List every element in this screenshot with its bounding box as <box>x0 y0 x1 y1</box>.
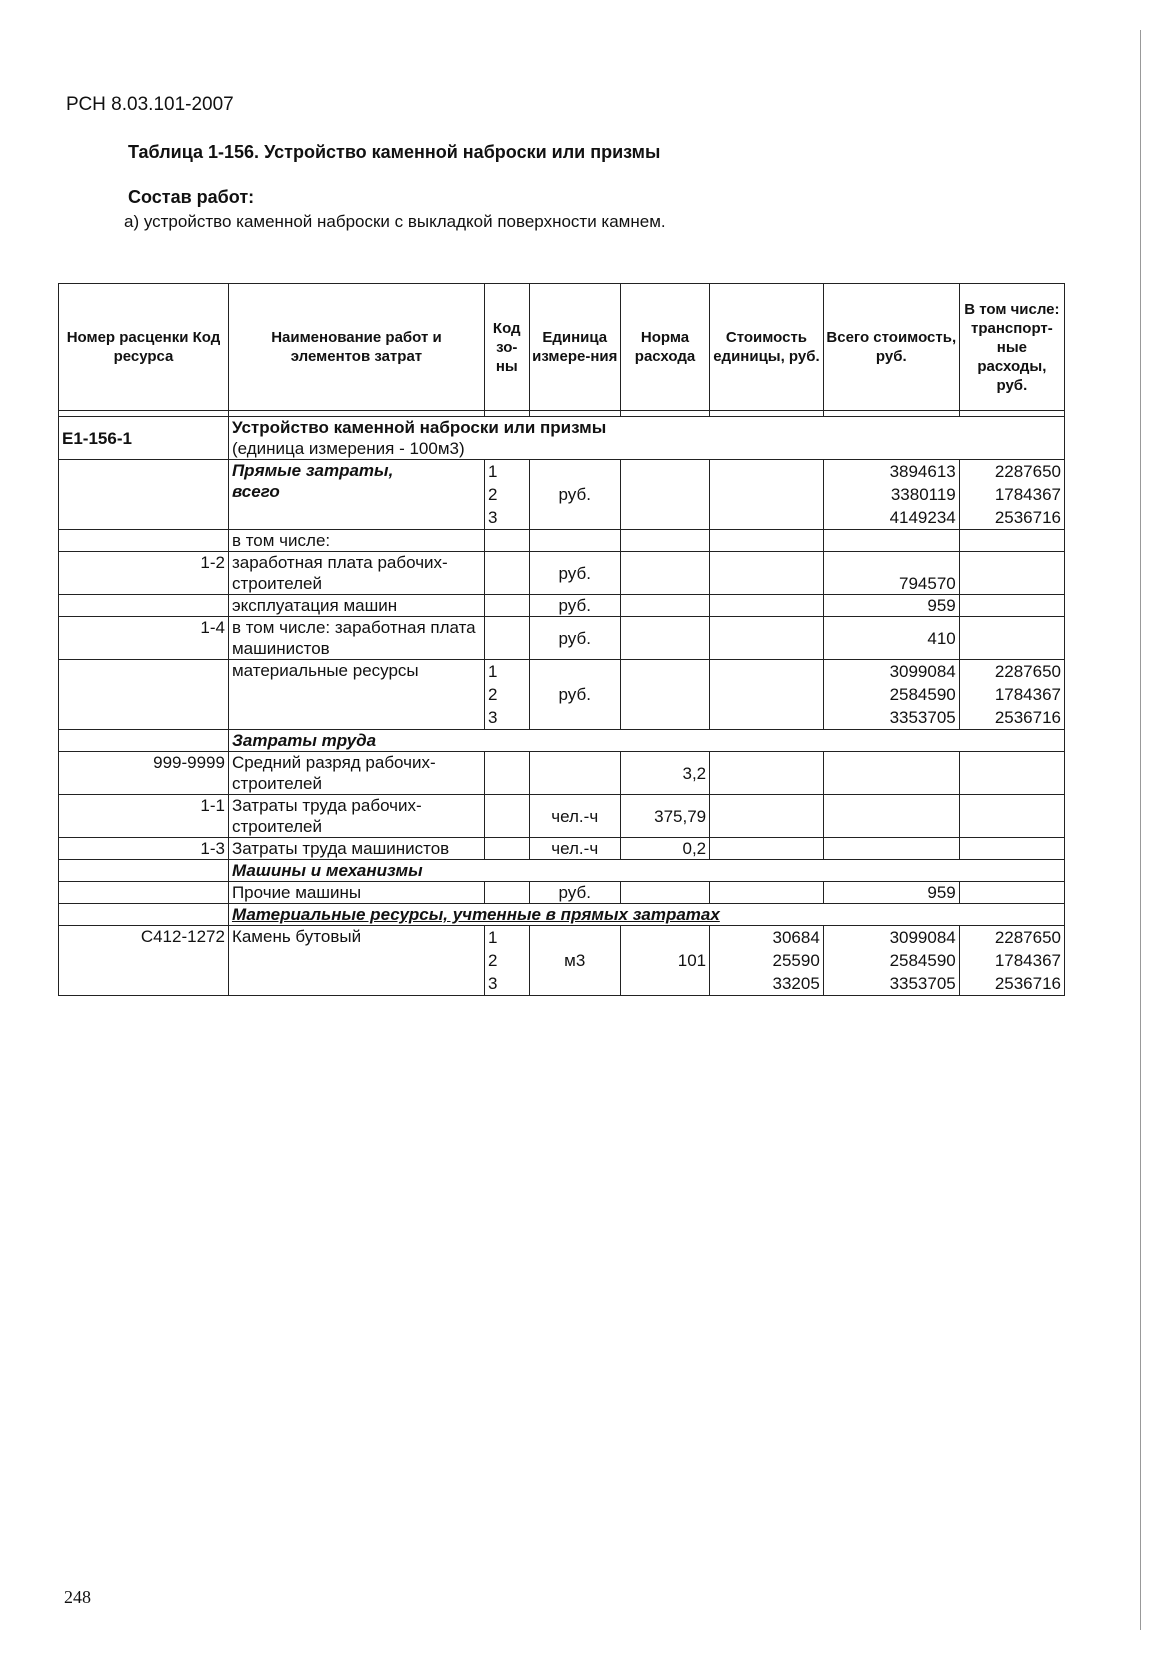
transport-value: 1784367 <box>994 485 1061 504</box>
table-row <box>59 795 1065 838</box>
machinist-wages-name: в том числе: заработная плата машинистов <box>228 617 484 660</box>
total-value: 3894613 <box>889 462 956 481</box>
table-row <box>59 904 1065 926</box>
direct-costs-totals <box>823 460 959 530</box>
work-item: а) устройство каменной наброски с выкладкой поверхности камнем. <box>124 212 666 231</box>
total-value: 3099084 <box>889 928 956 947</box>
col-header-code: Номер расценки Код ресурса <box>59 284 229 411</box>
including-label: в том числе: <box>228 530 484 552</box>
rate-title-cell <box>228 417 1064 460</box>
unit-cost-value: 33205 <box>772 974 820 993</box>
zone-value: 1 <box>487 662 498 681</box>
transport-value: 2536716 <box>994 508 1061 527</box>
avg-grade-name: Средний разряд рабочих-строителей <box>228 752 484 795</box>
machines-op-unit: руб. <box>529 595 620 617</box>
direct-costs-transport <box>959 460 1064 530</box>
wages-code: 1-2 <box>59 552 229 595</box>
machinist-wages-unit: руб. <box>529 617 620 660</box>
rate-name: Устройство каменной наброски или призмы <box>231 418 607 437</box>
table-row <box>59 882 1065 904</box>
labor-workers-unit: чел.-ч <box>529 795 620 838</box>
materials-name: материальные ресурсы <box>228 660 484 730</box>
col-header-transport: В том числе: транспорт-ные расходы, руб. <box>959 284 1064 411</box>
total-value: 2584590 <box>889 951 956 970</box>
header-row <box>59 284 1065 411</box>
table-row <box>59 460 1065 530</box>
zone-value: 1 <box>487 928 498 947</box>
stone-transport <box>959 926 1064 996</box>
rate-unit-note: (единица измерения - 100м3) <box>231 439 465 458</box>
transport-value: 2536716 <box>994 708 1061 727</box>
table-row <box>59 838 1065 860</box>
stone-name: Камень бутовый <box>228 926 484 996</box>
total-value: 3353705 <box>889 708 956 727</box>
machines-op-name: эксплуатация машин <box>228 595 484 617</box>
col-header-unit: Единица измере-ния <box>529 284 620 411</box>
zone-value: 3 <box>487 508 498 527</box>
stone-unit: м3 <box>529 926 620 996</box>
col-header-unit-cost: Стоимость единицы, руб. <box>710 284 824 411</box>
table-title: Таблица 1-156. Устройство каменной наброски или призмы <box>128 142 661 162</box>
stone-code: С412-1272 <box>59 926 229 996</box>
other-machines-total: 959 <box>823 882 959 904</box>
zone-value: 3 <box>487 708 498 727</box>
page-edge-line <box>1140 30 1141 1630</box>
rate-code: Е1-156-1 <box>59 417 229 460</box>
total-value: 2584590 <box>889 685 956 704</box>
avg-grade-code: 999-9999 <box>59 752 229 795</box>
labor-machinists-name: Затраты труда машинистов <box>228 838 484 860</box>
work-composition-title: Состав работ: <box>128 187 255 207</box>
zone-value: 2 <box>487 951 498 970</box>
total-value: 3099084 <box>889 662 956 681</box>
zone-value: 3 <box>487 974 498 993</box>
labor-workers-code: 1-1 <box>59 795 229 838</box>
labor-machinists-code: 1-3 <box>59 838 229 860</box>
table-row <box>59 752 1065 795</box>
col-header-name: Наименование работ и элементов затрат <box>228 284 484 411</box>
total-value: 3380119 <box>890 485 956 504</box>
stone-unit-costs <box>710 926 824 996</box>
wages-unit: руб. <box>529 552 620 595</box>
direct-costs-label-line2: всего <box>231 482 280 501</box>
total-value: 3353705 <box>889 974 956 993</box>
table-row <box>59 860 1065 882</box>
direct-costs-unit: руб. <box>529 460 620 530</box>
table-row <box>59 552 1065 595</box>
zone-value: 2 <box>487 485 498 504</box>
table-row <box>59 530 1065 552</box>
materials-zones <box>484 660 529 730</box>
transport-value: 2287650 <box>994 662 1061 681</box>
transport-value: 1784367 <box>994 685 1061 704</box>
materials-section-label: Материальные ресурсы, учтенные в прямых затратах <box>228 904 1064 926</box>
table-row <box>59 617 1065 660</box>
col-header-norm: Норма расхода <box>620 284 709 411</box>
materials-unit: руб. <box>529 660 620 730</box>
materials-transport <box>959 660 1064 730</box>
direct-costs-label <box>228 460 484 530</box>
avg-grade-norm: 3,2 <box>620 752 709 795</box>
zone-value: 2 <box>487 685 498 704</box>
total-value: 4149234 <box>889 508 956 527</box>
stone-norm: 101 <box>620 926 709 996</box>
materials-totals <box>823 660 959 730</box>
rates-table <box>58 283 1065 996</box>
table-row <box>59 417 1065 460</box>
other-machines-unit: руб. <box>529 882 620 904</box>
labor-workers-name: Затраты труда рабочих-строителей <box>228 795 484 838</box>
col-header-total-cost: Всего стоимость, руб. <box>823 284 959 411</box>
other-machines-name: Прочие машины <box>228 882 484 904</box>
transport-value: 1784367 <box>994 951 1061 970</box>
table-row <box>59 730 1065 752</box>
table-row <box>59 660 1065 730</box>
labor-section-label: Затраты труда <box>228 730 1064 752</box>
machines-op-total: 959 <box>823 595 959 617</box>
zone-value: 1 <box>487 462 498 481</box>
direct-costs-zones <box>484 460 529 530</box>
col-header-zone: Код зо-ны <box>484 284 529 411</box>
transport-value: 2287650 <box>994 928 1061 947</box>
page-number: 248 <box>64 1587 91 1607</box>
wages-name: заработная плата рабочих-строителей <box>228 552 484 595</box>
unit-cost-value: 30684 <box>772 928 820 947</box>
stone-zones <box>484 926 529 996</box>
transport-value: 2536716 <box>994 974 1061 993</box>
table-row <box>59 595 1065 617</box>
stone-totals <box>823 926 959 996</box>
labor-workers-norm: 375,79 <box>620 795 709 838</box>
labor-machinists-unit: чел.-ч <box>529 838 620 860</box>
machinist-wages-total: 410 <box>823 617 959 660</box>
machines-section-label: Машины и механизмы <box>228 860 1064 882</box>
machinist-wages-code: 1-4 <box>59 617 229 660</box>
document-code: РСН 8.03.101-2007 <box>66 94 234 115</box>
transport-value: 2287650 <box>994 462 1061 481</box>
table-row <box>59 926 1065 996</box>
direct-costs-label-line1: Прямые затраты, <box>231 461 394 480</box>
labor-machinists-norm: 0,2 <box>620 838 709 860</box>
wages-total: 794570 <box>823 552 959 595</box>
unit-cost-value: 25590 <box>772 951 820 970</box>
